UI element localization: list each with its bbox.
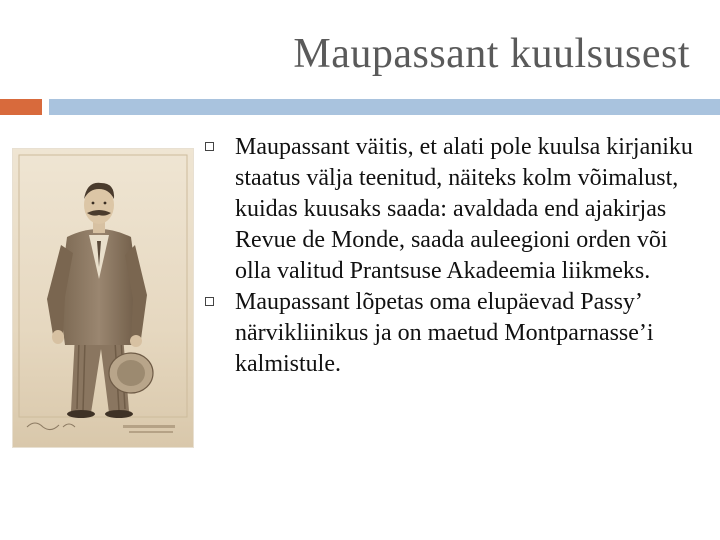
square-bullet-icon [205, 297, 214, 306]
bullet-item [205, 132, 700, 287]
bullet-text: Maupassant lõpetas oma elupäevad Passy’ närvikliinikus ja on maetud Montparnasse’i kalmistule. [235, 289, 654, 377]
accent-bar-blue [49, 99, 720, 115]
accent-bar-orange [0, 99, 42, 115]
bullet-list [205, 132, 700, 380]
square-bullet-icon [205, 142, 214, 151]
bullet-text: Maupassant väitis, et alati pole kuulsa kirjaniku staatus välja teenitud, näiteks kolm võimalust, kuidas kuusaks saada: avaldada end ajakirjas Revue de Monde, saada auleegioni orden või olla valitud Prantsuse Akadeemia liikmeks. [235, 134, 693, 284]
slide-title: Maupassant kuulsusest [293, 31, 690, 77]
bullet-item [205, 287, 700, 380]
portrait-photo [12, 148, 194, 448]
